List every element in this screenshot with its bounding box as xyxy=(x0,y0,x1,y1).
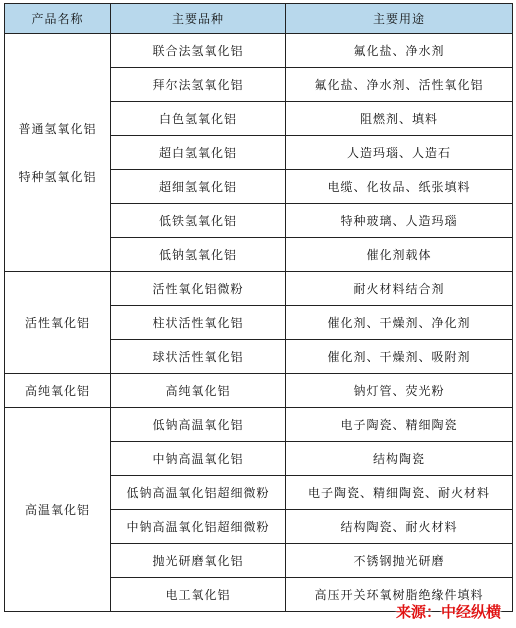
variety-cell: 高纯氧化铝 xyxy=(111,374,286,408)
use-cell: 特种玻璃、人造玛瑙 xyxy=(286,204,513,238)
table-row xyxy=(5,272,513,306)
use-cell: 催化剂、干燥剂、净化剂 xyxy=(286,306,513,340)
variety-cell: 拜尔法氢氧化铝 xyxy=(111,68,286,102)
table-row xyxy=(5,408,513,442)
variety-cell: 中钠高温氧化铝 xyxy=(111,442,286,476)
variety-cell: 低钠高温氧化铝 xyxy=(111,408,286,442)
alumina-product-table xyxy=(4,3,513,612)
variety-cell: 活性氧化铝微粉 xyxy=(111,272,286,306)
variety-cell: 中钠高温氧化铝超细微粉 xyxy=(111,510,286,544)
use-cell: 结构陶瓷、耐火材料 xyxy=(286,510,513,544)
product-category-name: 普通氢氧化铝 xyxy=(18,121,97,136)
use-cell: 催化剂、干燥剂、吸附剂 xyxy=(286,340,513,374)
table-body xyxy=(5,34,513,612)
product-category-name: 活性氧化铝 xyxy=(24,315,90,330)
variety-cell: 抛光研磨氧化铝 xyxy=(111,544,286,578)
use-cell: 催化剂载体 xyxy=(286,238,513,272)
variety-cell: 球状活性氧化铝 xyxy=(111,340,286,374)
use-cell: 阻燃剂、填料 xyxy=(286,102,513,136)
product-category-cell xyxy=(5,374,111,408)
variety-cell: 低钠高温氧化铝超细微粉 xyxy=(111,476,286,510)
header-main-use: 主要用途 xyxy=(286,4,513,34)
use-cell: 电缆、化妆品、纸张填料 xyxy=(286,170,513,204)
variety-cell: 低钠氢氧化铝 xyxy=(111,238,286,272)
product-category-cell xyxy=(5,272,111,374)
variety-cell: 低铁氢氧化铝 xyxy=(111,204,286,238)
product-category-cell xyxy=(5,34,111,272)
variety-cell: 柱状活性氧化铝 xyxy=(111,306,286,340)
use-cell: 结构陶瓷 xyxy=(286,442,513,476)
use-cell: 人造玛瑙、人造石 xyxy=(286,136,513,170)
variety-cell: 联合法氢氧化铝 xyxy=(111,34,286,68)
product-category-name: 高温氧化铝 xyxy=(24,502,90,517)
product-category-name: 高纯氧化铝 xyxy=(24,383,90,398)
product-category-cell xyxy=(5,408,111,612)
use-cell: 氟化盐、净水剂 xyxy=(286,34,513,68)
product-table-container xyxy=(4,3,512,612)
use-cell: 高压开关环氧树脂绝缘件填料 xyxy=(286,578,513,612)
header-main-variety: 主要品种 xyxy=(111,4,286,34)
use-cell: 不锈钢抛光研磨 xyxy=(286,544,513,578)
use-cell: 耐火材料结合剂 xyxy=(286,272,513,306)
variety-cell: 电工氧化铝 xyxy=(111,578,286,612)
variety-cell: 超细氢氧化铝 xyxy=(111,170,286,204)
variety-cell: 白色氢氧化铝 xyxy=(111,102,286,136)
use-cell: 钠灯管、荧光粉 xyxy=(286,374,513,408)
use-cell: 电子陶瓷、精细陶瓷、耐火材料 xyxy=(286,476,513,510)
product-category-name: 特种氢氧化铝 xyxy=(18,169,97,184)
use-cell: 电子陶瓷、精细陶瓷 xyxy=(286,408,513,442)
source-watermark: 来源：中经纵横 xyxy=(396,603,502,621)
table-row xyxy=(5,374,513,408)
table-row xyxy=(5,34,513,68)
table-header-row xyxy=(5,4,513,34)
variety-cell: 超白氢氧化铝 xyxy=(111,136,286,170)
use-cell: 氟化盐、净水剂、活性氧化铝 xyxy=(286,68,513,102)
header-product-name: 产品名称 xyxy=(5,4,111,34)
